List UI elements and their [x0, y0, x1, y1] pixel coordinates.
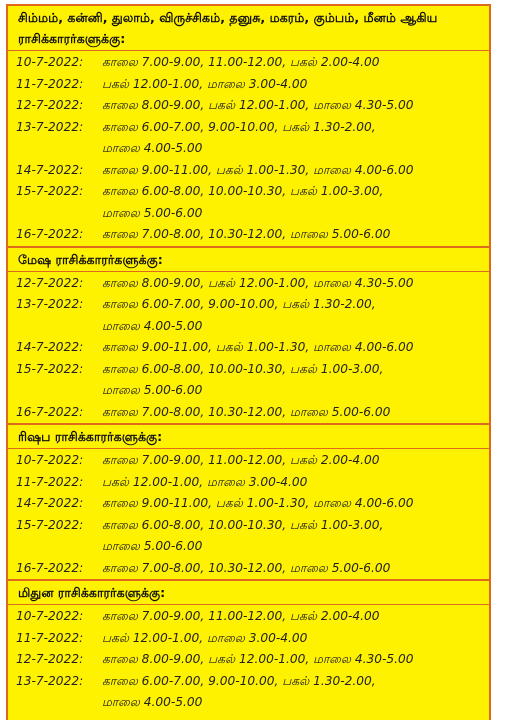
timing-slots: காலை 6.00-8.00, 10.00-10.30, பகல் 1.00-3.00,: [102, 517, 384, 532]
timing-slots: காலை 8.00-9.00, பகல் 12.00-1.00, மாலை 4.30-5.00: [102, 275, 414, 290]
timing-row: [8, 95, 489, 117]
rasi-section: [8, 246, 489, 424]
timing-date: 15-7-2022:: [16, 361, 84, 376]
timing-date: 15-7-2022:: [16, 184, 84, 198]
timing-slots: காலை 6.00-7.00, 9.00-10.00, பகல் 1.30-2.00,: [102, 673, 376, 688]
timing-row: [8, 294, 489, 316]
timing-date: 14-7-2022:: [16, 496, 84, 510]
timing-row: [8, 493, 489, 515]
timing-row: [8, 224, 489, 246]
timing-slots: காலை 9.00-11.00, பகல் 1.00-1.30, மாலை 4.00-6.00: [102, 496, 414, 510]
timing-date: 16-7-2022:: [16, 227, 84, 241]
timing-continuation: மாலை 5.00-6.00: [102, 383, 203, 397]
timing-date: 11-7-2022:: [16, 630, 84, 645]
timing-slots: காலை 9.00-11.00, பகல் 1.00-1.30, மாலை 4.00-6.00: [102, 340, 414, 354]
timing-row: [8, 52, 489, 74]
timing-slots: காலை 9.00-11.00, பகல் 1.00-1.30, மாலை 4.00-6.00: [102, 162, 414, 177]
timing-continuation: மாலை 4.00-5.00: [102, 318, 203, 333]
timing-date: 11-7-2022:: [16, 76, 84, 91]
timing-date: 10-7-2022:: [16, 55, 84, 69]
timing-slots: காலை 7.00-8.00, 10.30-12.00, மாலை 5.00-6.00: [102, 560, 391, 575]
timing-slots: பகல் 12.00-1.00, மாலை 3.00-4.00: [102, 630, 308, 645]
timing-slots: காலை 7.00-9.00, 11.00-12.00, பகல் 2.00-4.00: [102, 609, 380, 623]
timing-continuation: மாலை 4.00-5.00: [102, 141, 203, 155]
timing-continuation: மாலை 5.00-6.00: [102, 205, 203, 220]
timing-slots: காலை 8.00-9.00, பகல் 12.00-1.00, மாலை 4.30-5.00: [102, 98, 414, 112]
timing-row: [8, 117, 489, 139]
timing-date: 15-7-2022:: [16, 517, 84, 532]
timing-list: [8, 449, 489, 579]
timing-row: [8, 402, 489, 424]
timing-slots: பகல் 12.00-1.00, மாலை 3.00-4.00: [102, 474, 308, 489]
timing-row: [8, 606, 489, 628]
timing-date: 10-7-2022:: [16, 609, 84, 623]
timing-row: [8, 649, 489, 671]
rasi-section: [8, 423, 489, 579]
timing-row: [8, 472, 489, 494]
timing-slots: காலை 6.00-7.00, 9.00-10.00, பகல் 1.30-2.00,: [102, 297, 376, 311]
timing-slots: காலை 7.00-9.00, 11.00-12.00, பகல் 2.00-4.00: [102, 55, 380, 69]
timing-date: 12-7-2022:: [16, 275, 84, 290]
timing-slots: காலை 7.00-8.00, 10.30-12.00, மாலை 5.00-6.00: [102, 404, 391, 419]
timing-row: [8, 337, 489, 359]
section-heading: மேஷ ராசிக்காரர்களுக்கு:: [18, 251, 163, 267]
timing-continuation: மாலை 5.00-6.00: [102, 539, 203, 553]
timing-row: [8, 515, 489, 537]
timing-row: [8, 74, 489, 96]
timing-slots: காலை 7.00-8.00, 10.30-12.00, மாலை 5.00-6.00: [102, 227, 391, 241]
schedule-card: [6, 4, 491, 720]
timing-date: 16-7-2022:: [16, 560, 84, 575]
timing-date: 12-7-2022:: [16, 652, 84, 666]
timing-row: [8, 160, 489, 182]
timing-row: [8, 181, 489, 203]
timing-slots: பகல் 12.00-1.00, மாலை 3.00-4.00: [102, 76, 308, 91]
timing-slots: காலை 6.00-7.00, 9.00-10.00, பகல் 1.30-2.00,: [102, 119, 376, 134]
timing-date: 14-7-2022:: [16, 162, 84, 177]
section-heading: மிதுன ராசிக்காரர்களுக்கு:: [18, 585, 166, 600]
timing-date: 16-7-2022:: [16, 404, 84, 419]
timing-slots: காலை 6.00-8.00, 10.00-10.30, பகல் 1.00-3.00,: [102, 361, 384, 376]
timing-date: 11-7-2022:: [16, 474, 84, 489]
rasi-section: [8, 6, 489, 246]
timing-date: 12-7-2022:: [16, 98, 84, 112]
timing-date: 14-7-2022:: [16, 340, 84, 354]
section-heading: ரிஷப ராசிக்காரர்களுக்கு:: [18, 429, 163, 444]
timing-slots: காலை 6.00-8.00, 10.00-10.30, பகல் 1.00-3.00,: [102, 184, 384, 198]
timing-slots: காலை 7.00-9.00, 11.00-12.00, பகல் 2.00-4.00: [102, 453, 380, 467]
timing-list: [8, 605, 489, 714]
timing-row: [8, 628, 489, 650]
section-heading: சிம்மம், கன்னி, துலாம், விருச்சிகம், தனுசு, மகரம், கும்பம், மீனம் ஆகிய ராசிக்காரர்களுக்கு:: [18, 10, 438, 46]
timing-row: [8, 671, 489, 693]
timing-row: [8, 359, 489, 381]
timing-list: [8, 51, 489, 246]
timing-list: [8, 272, 489, 424]
timing-continuation: மாலை 4.00-5.00: [102, 695, 203, 709]
timing-row: [8, 273, 489, 295]
timing-slots: காலை 8.00-9.00, பகல் 12.00-1.00, மாலை 4.30-5.00: [102, 652, 414, 666]
timing-date: 13-7-2022:: [16, 119, 84, 134]
timing-row: [8, 450, 489, 472]
rasi-section: [8, 579, 489, 714]
timing-row: [8, 558, 489, 580]
timing-date: 10-7-2022:: [16, 453, 84, 467]
timing-date: 13-7-2022:: [16, 673, 84, 688]
timing-date: 13-7-2022:: [16, 297, 84, 311]
